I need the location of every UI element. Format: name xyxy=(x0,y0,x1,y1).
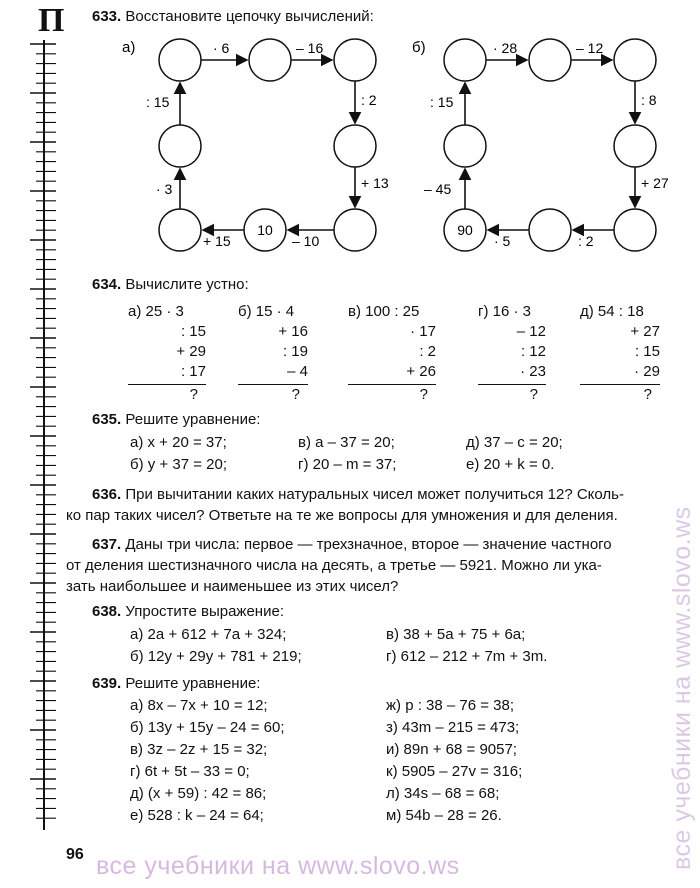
chain-b-cell-5[interactable] xyxy=(614,209,656,251)
chain-a-cell-3[interactable] xyxy=(334,39,376,81)
exercise-title: Решите уравнение: xyxy=(125,675,261,692)
exercise-number: 639. xyxy=(92,675,122,692)
op-label: · 28 xyxy=(493,40,518,56)
calc-step: · 17 xyxy=(410,323,436,340)
op-label: · 6 xyxy=(213,40,230,56)
paragraph-line: зать наибольшее и наименьшее из этих чисел? xyxy=(66,578,399,595)
op-label: · 5 xyxy=(494,233,511,249)
expression-item: г) 612 – 212 + 7m + 3m. xyxy=(386,648,548,665)
expression-item: в) 38 + 5a + 75 + 6a; xyxy=(386,626,526,643)
chain-b-cell-1[interactable] xyxy=(444,39,486,81)
exercise-title: Упростите выражение: xyxy=(125,603,284,620)
chain-a-cell-2[interactable] xyxy=(249,39,291,81)
chain-a-cell-5[interactable] xyxy=(334,209,376,251)
calc-answer[interactable]: ? xyxy=(291,386,300,403)
calc-step: : 15 xyxy=(180,323,206,340)
chain-b-cell-8[interactable] xyxy=(444,125,486,167)
calc-step: · 23 xyxy=(520,363,546,380)
watermark-bottom: все учебники на www.slovo.ws xyxy=(96,852,460,880)
calc-head: б) 15 · 4 xyxy=(238,303,295,320)
equation-item: д) (x + 59) : 42 = 86; xyxy=(130,785,267,802)
calc-step: : 2 xyxy=(419,343,436,360)
calc-step: · 29 xyxy=(634,363,660,380)
calc-step: : 12 xyxy=(520,343,546,360)
equation-item: а) x + 20 = 37; xyxy=(130,434,227,451)
chain-b-cell-6[interactable] xyxy=(529,209,571,251)
chain-b-cell-3[interactable] xyxy=(614,39,656,81)
op-label: – 12 xyxy=(576,40,604,56)
page-number: 96 xyxy=(66,846,84,863)
equation-item: л) 34s – 68 = 68; xyxy=(386,785,500,802)
op-label: – 45 xyxy=(424,181,452,197)
calc-step: : 17 xyxy=(180,363,206,380)
calc-column-a xyxy=(128,302,206,405)
calc-step: – 4 xyxy=(287,363,308,380)
equation-item: д) 37 – c = 20; xyxy=(466,434,563,451)
given-value: 10 xyxy=(257,222,273,238)
op-label: – 10 xyxy=(292,233,320,249)
calc-head: г) 16 · 3 xyxy=(478,303,531,320)
chain-a-cell-4[interactable] xyxy=(334,125,376,167)
calc-step: + 27 xyxy=(630,323,660,340)
calc-step: + 26 xyxy=(406,363,436,380)
equation-item: г) 20 – m = 37; xyxy=(298,456,397,473)
op-label: : 15 xyxy=(146,94,170,110)
exercise-number: 634. xyxy=(92,276,122,293)
chain-diagram-b xyxy=(400,30,700,270)
ruler-ticks xyxy=(0,0,60,888)
op-label: : 15 xyxy=(430,94,454,110)
paragraph-line: При вычитании каких натуральных чисел может получиться 12? Сколь- xyxy=(125,486,624,503)
op-label: + 15 xyxy=(203,233,231,249)
equation-item: м) 54b – 28 = 26. xyxy=(386,807,502,824)
exercise-number: 633. xyxy=(92,8,122,25)
calc-answer[interactable]: ? xyxy=(529,386,538,403)
exercise-title: Решите уравнение: xyxy=(125,411,261,428)
equation-item: е) 528 : k – 24 = 64; xyxy=(130,807,264,824)
exercise-638-heading xyxy=(92,603,284,620)
chain-diagram-a xyxy=(110,30,430,270)
chain-b-cell-4[interactable] xyxy=(614,125,656,167)
calc-step: – 12 xyxy=(516,323,546,340)
equation-item: в) a – 37 = 20; xyxy=(298,434,395,451)
exercise-637 xyxy=(66,534,692,597)
op-label: : 2 xyxy=(361,92,377,108)
calc-head: в) 100 : 25 xyxy=(348,303,420,320)
op-label: : 2 xyxy=(578,233,594,249)
calc-column-b xyxy=(238,302,308,405)
calc-answer[interactable]: ? xyxy=(419,386,428,403)
paragraph-line: ко пар таких чисел? Ответьте на те же вопросы для умножения и для деления. xyxy=(66,507,618,524)
equation-item: б) 13y + 15y – 24 = 60; xyxy=(130,719,285,736)
exercise-number: 636. xyxy=(92,486,122,503)
diagram-b-label: б) xyxy=(412,39,426,56)
calc-column-v xyxy=(348,302,436,405)
exercise-633-heading xyxy=(92,8,374,25)
calc-step: + 16 xyxy=(278,323,308,340)
expression-item: б) 12y + 29y + 781 + 219; xyxy=(130,648,302,665)
calc-step: : 19 xyxy=(282,343,308,360)
calc-answer[interactable]: ? xyxy=(643,386,652,403)
equation-item: к) 5905 – 27v = 316; xyxy=(386,763,523,780)
exercise-635-heading xyxy=(92,411,260,428)
op-label: – 16 xyxy=(296,40,324,56)
chain-b-cell-2[interactable] xyxy=(529,39,571,81)
chain-a-cell-7[interactable] xyxy=(159,209,201,251)
chain-a-cell-1[interactable] xyxy=(159,39,201,81)
equation-item: в) 3z – 2z + 15 = 32; xyxy=(130,741,268,758)
diagram-a-label: а) xyxy=(122,39,136,56)
exercise-number: 635. xyxy=(92,411,122,428)
equation-item: и) 89n + 68 = 9057; xyxy=(386,741,517,758)
exercise-636 xyxy=(66,484,692,526)
calc-column-g xyxy=(478,302,546,405)
expression-item: а) 2a + 612 + 7a + 324; xyxy=(130,626,287,643)
exercise-639-heading xyxy=(92,675,260,692)
exercise-number: 637. xyxy=(92,536,122,553)
equation-item: з) 43m – 215 = 473; xyxy=(386,719,520,736)
section-letter: П xyxy=(38,2,65,39)
equation-item: г) 6t + 5t – 33 = 0; xyxy=(130,763,250,780)
calc-step: + 29 xyxy=(176,343,206,360)
chain-a-cell-8[interactable] xyxy=(159,125,201,167)
op-label: + 27 xyxy=(641,175,669,191)
watermark-side: все учебники на www.slovo.ws xyxy=(668,506,696,870)
exercise-number: 638. xyxy=(92,603,122,620)
equation-item: а) 8x – 7x + 10 = 12; xyxy=(130,697,268,714)
calc-head: а) 25 · 3 xyxy=(128,303,184,320)
equation-item: б) y + 37 = 20; xyxy=(130,456,227,473)
exercise-title: Восстановите цепочку вычислений: xyxy=(125,8,374,25)
equation-item: ж) p : 38 – 76 = 38; xyxy=(386,697,515,714)
equation-item: е) 20 + k = 0. xyxy=(466,456,555,473)
paragraph-line: от деления шестизначного числа на десять, а третье — 5921. Можно ли ука- xyxy=(66,557,602,574)
op-label: : 8 xyxy=(641,92,657,108)
exercise-title: Вычислите устно: xyxy=(125,276,249,293)
op-label: + 13 xyxy=(361,175,389,191)
margin-ruler xyxy=(0,0,60,888)
calc-step: : 15 xyxy=(634,343,660,360)
given-value: 90 xyxy=(457,222,473,238)
paragraph-line: Даны три числа: первое — трехзначное, второе — значение частного xyxy=(125,536,612,553)
op-label: · 3 xyxy=(156,181,173,197)
calc-column-d xyxy=(580,302,660,405)
exercise-634-heading xyxy=(92,276,249,293)
calc-head: д) 54 : 18 xyxy=(580,303,644,320)
calc-answer[interactable]: ? xyxy=(189,386,198,403)
